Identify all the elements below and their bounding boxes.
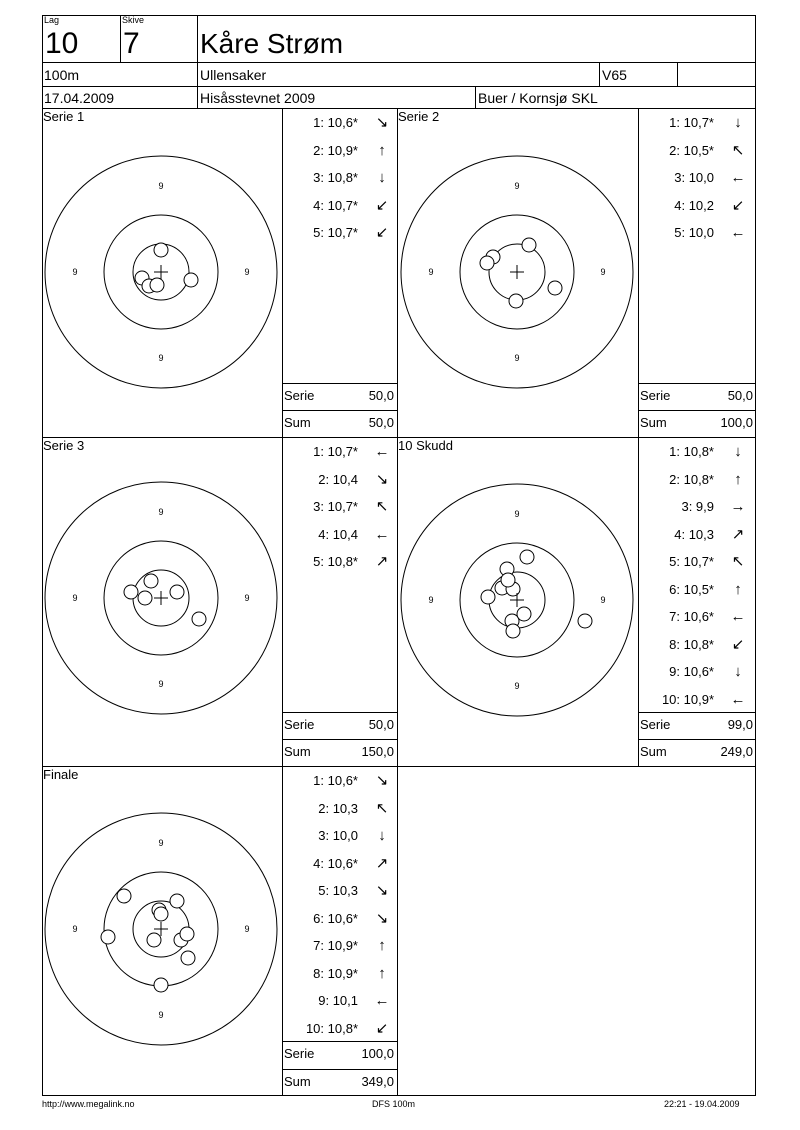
shot-score: 9: 10,1 — [318, 993, 358, 1008]
shot-hole — [481, 590, 495, 604]
direction-arrow-icon: ↓ — [378, 827, 386, 844]
header-divider — [120, 15, 121, 62]
ring-label: 9 — [158, 507, 164, 517]
serie-label: Serie — [640, 388, 671, 403]
ring-label: 9 — [158, 181, 164, 191]
direction-arrow-icon: ↓ — [734, 443, 742, 460]
shooting-target — [397, 480, 637, 720]
direction-arrow-icon: ← — [730, 608, 746, 625]
serie-value: 50,0 — [727, 388, 753, 403]
shot-score: 2: 10,8* — [669, 471, 714, 487]
range: Buer / Kornsjø SKL — [478, 90, 598, 106]
direction-arrow-icon: ← — [374, 992, 390, 1009]
direction-arrow-icon: ↓ — [734, 663, 742, 680]
sum-value: 100,0 — [720, 415, 753, 430]
section-title: Serie 3 — [43, 438, 85, 453]
header-divider — [599, 62, 600, 86]
shot-hole — [138, 591, 152, 605]
sum-divider — [638, 383, 756, 384]
shot-hole — [147, 933, 161, 947]
direction-arrow-icon: ↑ — [378, 964, 386, 982]
sum-divider — [282, 712, 397, 713]
direction-arrow-icon: ↙ — [375, 224, 389, 241]
sum-divider — [638, 739, 756, 740]
shot-score: 6: 10,6* — [313, 910, 358, 926]
direction-arrow-icon: ↖ — [731, 553, 745, 570]
section-title: 10 Skudd — [398, 438, 453, 453]
section-divider — [42, 766, 756, 767]
direction-arrow-icon: ↖ — [375, 498, 389, 515]
ring-label: 9 — [514, 509, 520, 519]
direction-arrow-icon: ↘ — [375, 470, 389, 488]
section-title: Serie 2 — [398, 109, 440, 124]
header-divider — [197, 15, 198, 108]
header-divider — [475, 86, 476, 108]
sum-label: Sum — [284, 744, 311, 759]
shot-score: 1: 10,6* — [313, 773, 358, 788]
shot-hole — [101, 930, 115, 944]
header-divider — [42, 86, 756, 87]
direction-arrow-icon: ↑ — [378, 937, 386, 954]
direction-arrow-icon: ← — [730, 169, 746, 186]
serie-label: Serie — [284, 388, 315, 403]
shot-score: 7: 10,9* — [313, 938, 358, 953]
shot-hole — [522, 238, 536, 252]
shot-hole — [501, 573, 515, 587]
shot-score: 5: 10,7* — [313, 225, 358, 240]
shot-hole — [184, 273, 198, 287]
direction-arrow-icon: → — [730, 498, 746, 515]
direction-arrow-icon: ↗ — [731, 525, 745, 543]
shot-score: 8: 10,8* — [669, 636, 714, 652]
direction-arrow-icon: ↙ — [375, 1019, 389, 1037]
shooting-target — [41, 152, 281, 392]
shot-score: 2: 10,5* — [669, 142, 714, 158]
sum-label: Sum — [640, 744, 667, 759]
shot-score: 8: 10,9* — [313, 965, 358, 981]
direction-arrow-icon: ↙ — [731, 196, 745, 214]
shot-hole — [578, 614, 592, 628]
shot-score: 5: 10,3 — [318, 883, 358, 898]
shot-hole — [124, 585, 138, 599]
shot-score: 4: 10,4 — [318, 526, 358, 542]
shot-score: 3: 10,7* — [313, 499, 358, 514]
direction-arrow-icon: ↙ — [731, 635, 745, 653]
ring-label: 9 — [244, 267, 250, 277]
sum-divider — [638, 410, 756, 411]
lag-value: 10 — [45, 27, 79, 60]
direction-arrow-icon: ↘ — [375, 772, 389, 789]
shot-score: 1: 10,6* — [313, 115, 358, 130]
shot-score: 5: 10,0 — [674, 225, 714, 240]
ring-label: 9 — [514, 353, 520, 363]
sum-label: Sum — [284, 415, 311, 430]
serie-value: 99,0 — [727, 717, 753, 732]
shot-hole — [170, 585, 184, 599]
direction-arrow-icon: ↘ — [375, 114, 389, 131]
direction-arrow-icon: ↓ — [378, 169, 386, 186]
club: Ullensaker — [200, 67, 267, 83]
sum-divider — [282, 739, 397, 740]
shot-score: 3: 10,0 — [674, 170, 714, 185]
shot-hole — [480, 256, 494, 270]
shot-score: 2: 10,4 — [318, 471, 358, 487]
shot-score: 4: 10,7* — [313, 197, 358, 213]
shot-hole — [154, 907, 168, 921]
direction-arrow-icon: ↙ — [375, 196, 389, 214]
skive-value: 7 — [123, 27, 140, 60]
ring-label: 9 — [428, 595, 434, 605]
direction-arrow-icon: ← — [730, 224, 746, 241]
sum-label: Sum — [284, 1073, 311, 1089]
direction-arrow-icon: ↑ — [734, 470, 742, 488]
date: 17.04.2009 — [44, 90, 115, 106]
shot-score: 1: 10,7* — [669, 115, 714, 130]
shot-hole — [154, 243, 168, 257]
shot-hole — [181, 951, 195, 965]
sum-value: 150,0 — [361, 744, 394, 759]
shot-score: 1: 10,8* — [669, 444, 714, 459]
center-cross-icon — [510, 265, 524, 279]
direction-arrow-icon: ↘ — [375, 882, 389, 899]
shooter-name: Kåre Strøm — [200, 28, 344, 59]
direction-arrow-icon: ↖ — [375, 799, 389, 817]
direction-arrow-icon: ↓ — [734, 114, 742, 131]
sum-value: 50,0 — [368, 415, 394, 430]
header-divider — [42, 62, 756, 63]
sum-divider — [282, 410, 397, 411]
class: V65 — [602, 67, 627, 83]
ring-label: 9 — [158, 679, 164, 689]
shot-score: 5: 10,8* — [313, 554, 358, 569]
shot-score: 4: 10,2 — [674, 197, 714, 213]
shot-score: 3: 9,9 — [681, 499, 714, 514]
footer-url: http://www.megalink.no — [42, 1099, 135, 1109]
serie-value: 100,0 — [361, 1046, 394, 1061]
center-cross-icon — [154, 265, 168, 279]
shot-score: 4: 10,6* — [313, 855, 358, 871]
ring-label: 9 — [244, 924, 250, 934]
skive-label: Skive — [122, 15, 145, 25]
shot-score: 9: 10,6* — [669, 664, 714, 679]
shot-score: 10: 10,9* — [661, 691, 714, 707]
sum-label: Sum — [640, 415, 667, 430]
direction-arrow-icon: ↗ — [375, 553, 389, 570]
shot-score: 1: 10,7* — [313, 444, 358, 459]
shooting-target — [41, 809, 281, 1049]
serie-value: 50,0 — [368, 717, 394, 732]
sum-divider — [638, 712, 756, 713]
section-title: Finale — [43, 767, 79, 782]
shot-score: 2: 10,3 — [318, 800, 358, 816]
shot-hole — [180, 927, 194, 941]
ring-label: 9 — [72, 593, 78, 603]
event: Hisåsstevnet 2009 — [200, 90, 316, 106]
ring-label: 9 — [158, 838, 164, 848]
sum-divider — [282, 1069, 397, 1070]
serie-label: Serie — [284, 717, 315, 732]
shot-score: 3: 10,0 — [318, 828, 358, 843]
shot-hole — [506, 624, 520, 638]
ring-label: 9 — [514, 181, 520, 191]
ring-label: 9 — [600, 267, 606, 277]
shot-score: 4: 10,3 — [674, 526, 714, 542]
serie-label: Serie — [640, 717, 671, 732]
footer-center: DFS 100m — [372, 1099, 416, 1109]
direction-arrow-icon: ← — [730, 690, 746, 708]
shot-score: 10: 10,8* — [305, 1020, 358, 1036]
distance: 100m — [44, 67, 80, 83]
ring-label: 9 — [600, 595, 606, 605]
ring-label: 9 — [72, 267, 78, 277]
shot-hole — [170, 894, 184, 908]
ring-label: 9 — [428, 267, 434, 277]
sum-value: 249,0 — [720, 744, 753, 759]
header-divider — [677, 62, 678, 86]
direction-arrow-icon: ← — [374, 525, 390, 543]
ring-label: 9 — [72, 924, 78, 934]
direction-arrow-icon: ↗ — [375, 854, 389, 872]
shot-score: 5: 10,7* — [669, 554, 714, 569]
direction-arrow-icon: ↑ — [378, 141, 386, 159]
direction-arrow-icon: ↘ — [375, 909, 389, 927]
ring-label: 9 — [158, 353, 164, 363]
sum-divider — [282, 1041, 397, 1042]
footer-timestamp: 22:21 - 19.04.2009 — [664, 1099, 740, 1109]
ring-label: 9 — [158, 1010, 164, 1020]
center-cross-icon — [154, 591, 168, 605]
direction-arrow-icon: ← — [374, 443, 390, 460]
shot-score: 3: 10,8* — [313, 170, 358, 185]
lag-label: Lag — [44, 15, 60, 25]
shot-hole — [144, 574, 158, 588]
shot-hole — [117, 889, 131, 903]
shooting-target — [41, 478, 281, 718]
serie-value: 50,0 — [368, 388, 394, 403]
direction-arrow-icon: ↑ — [734, 580, 742, 598]
shot-hole — [517, 607, 531, 621]
shot-hole — [548, 281, 562, 295]
serie-label: Serie — [284, 1046, 315, 1061]
shot-hole — [150, 278, 164, 292]
shot-hole — [520, 550, 534, 564]
shot-hole — [192, 612, 206, 626]
shot-hole — [509, 294, 523, 308]
ring-label: 9 — [244, 593, 250, 603]
ring-label: 9 — [514, 681, 520, 691]
sum-value: 349,0 — [361, 1073, 394, 1089]
shot-score: 6: 10,5* — [669, 581, 714, 597]
sum-divider — [282, 383, 397, 384]
shot-score: 7: 10,6* — [669, 609, 714, 624]
shooting-target — [397, 152, 637, 392]
direction-arrow-icon: ↖ — [731, 141, 745, 159]
section-title: Serie 1 — [43, 109, 85, 124]
shot-score: 2: 10,9* — [313, 142, 358, 158]
shot-hole — [154, 978, 168, 992]
